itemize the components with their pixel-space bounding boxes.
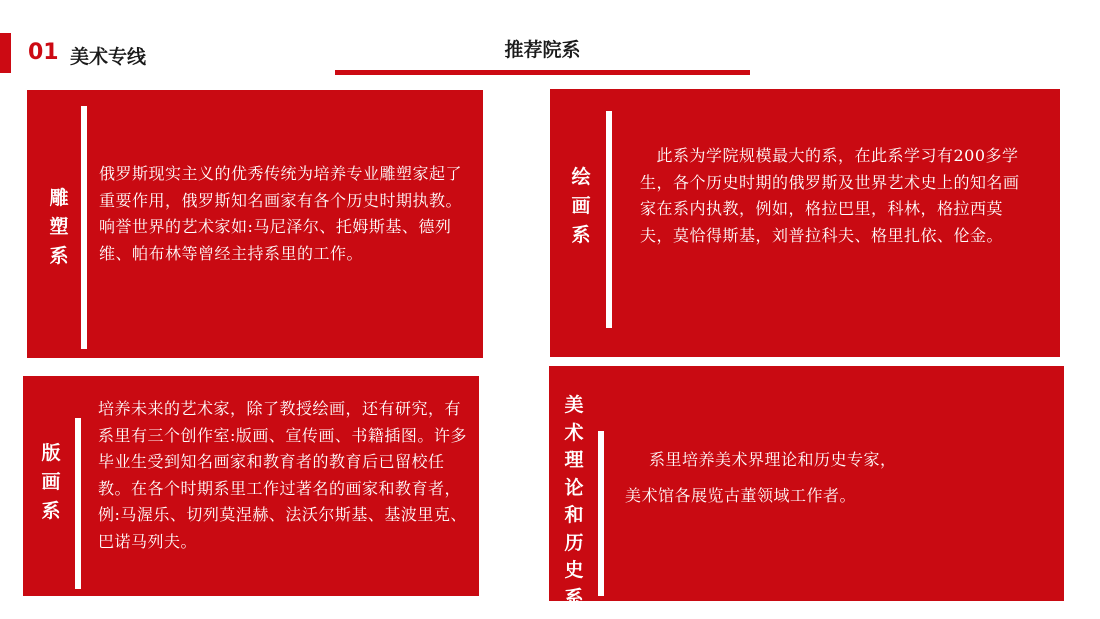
section-number: 01	[28, 40, 59, 65]
card-divider-line	[81, 106, 87, 349]
card-printmaking-department	[23, 376, 479, 596]
title-underline	[335, 70, 750, 75]
card-description: 俄罗斯现实主义的优秀传统为培养专业雕塑家起了重要作用，俄罗斯知名画家有各个历史时期执教。响誉世界的艺术家如:马尼泽尔、托姆斯基、德列维、帕布林等曾经主持系里的工作。	[99, 164, 463, 263]
card-description: 此系为学院规模最大的系，在此系学习有200多学生，各个历史时期的俄罗斯及世界艺术史上的知名画家在系内执教，例如，格拉巴里，科林，格拉西莫夫，莫恰得斯基，刘普拉科夫、格里扎依、伦金。	[640, 146, 1020, 245]
card-painting-department	[550, 89, 1060, 357]
card-vertical-label: 版 画 系	[41, 442, 61, 522]
card-art-theory-history-department	[549, 366, 1064, 609]
card-vertical-label: 雕 塑 系	[49, 187, 69, 267]
card-description	[625, 442, 1049, 514]
card-divider-line	[75, 418, 81, 589]
section-marker-bar	[0, 33, 11, 73]
card-description-line-2: 美术馆各展览古董领域工作者。	[625, 486, 857, 505]
card-vertical-label: 绘 画 系	[571, 166, 591, 246]
card-divider-line	[598, 431, 604, 596]
section-title: 美术专线	[70, 46, 147, 68]
card-sculpture-department	[27, 90, 483, 358]
card-description-line-1: 系里培养美术界理论和历史专家，	[649, 450, 897, 469]
card-description: 培养未来的艺术家，除了教授绘画，还有研究，有系里有三个创作室:版画、宣传画、书籍插图。许多毕业生受到知名画家和教育者的教育后已留校任教。在各个时期系里工作过著名的画家和教育者，例:马渥乐、切列莫涅赫、法沃尔斯基、基波里克、巴诺马列夫。	[98, 399, 467, 551]
card-vertical-label: 美 术 理 论 和 历 史 系	[564, 394, 584, 609]
card-divider-line	[606, 111, 612, 328]
page-title: 推荐院系	[504, 39, 581, 61]
